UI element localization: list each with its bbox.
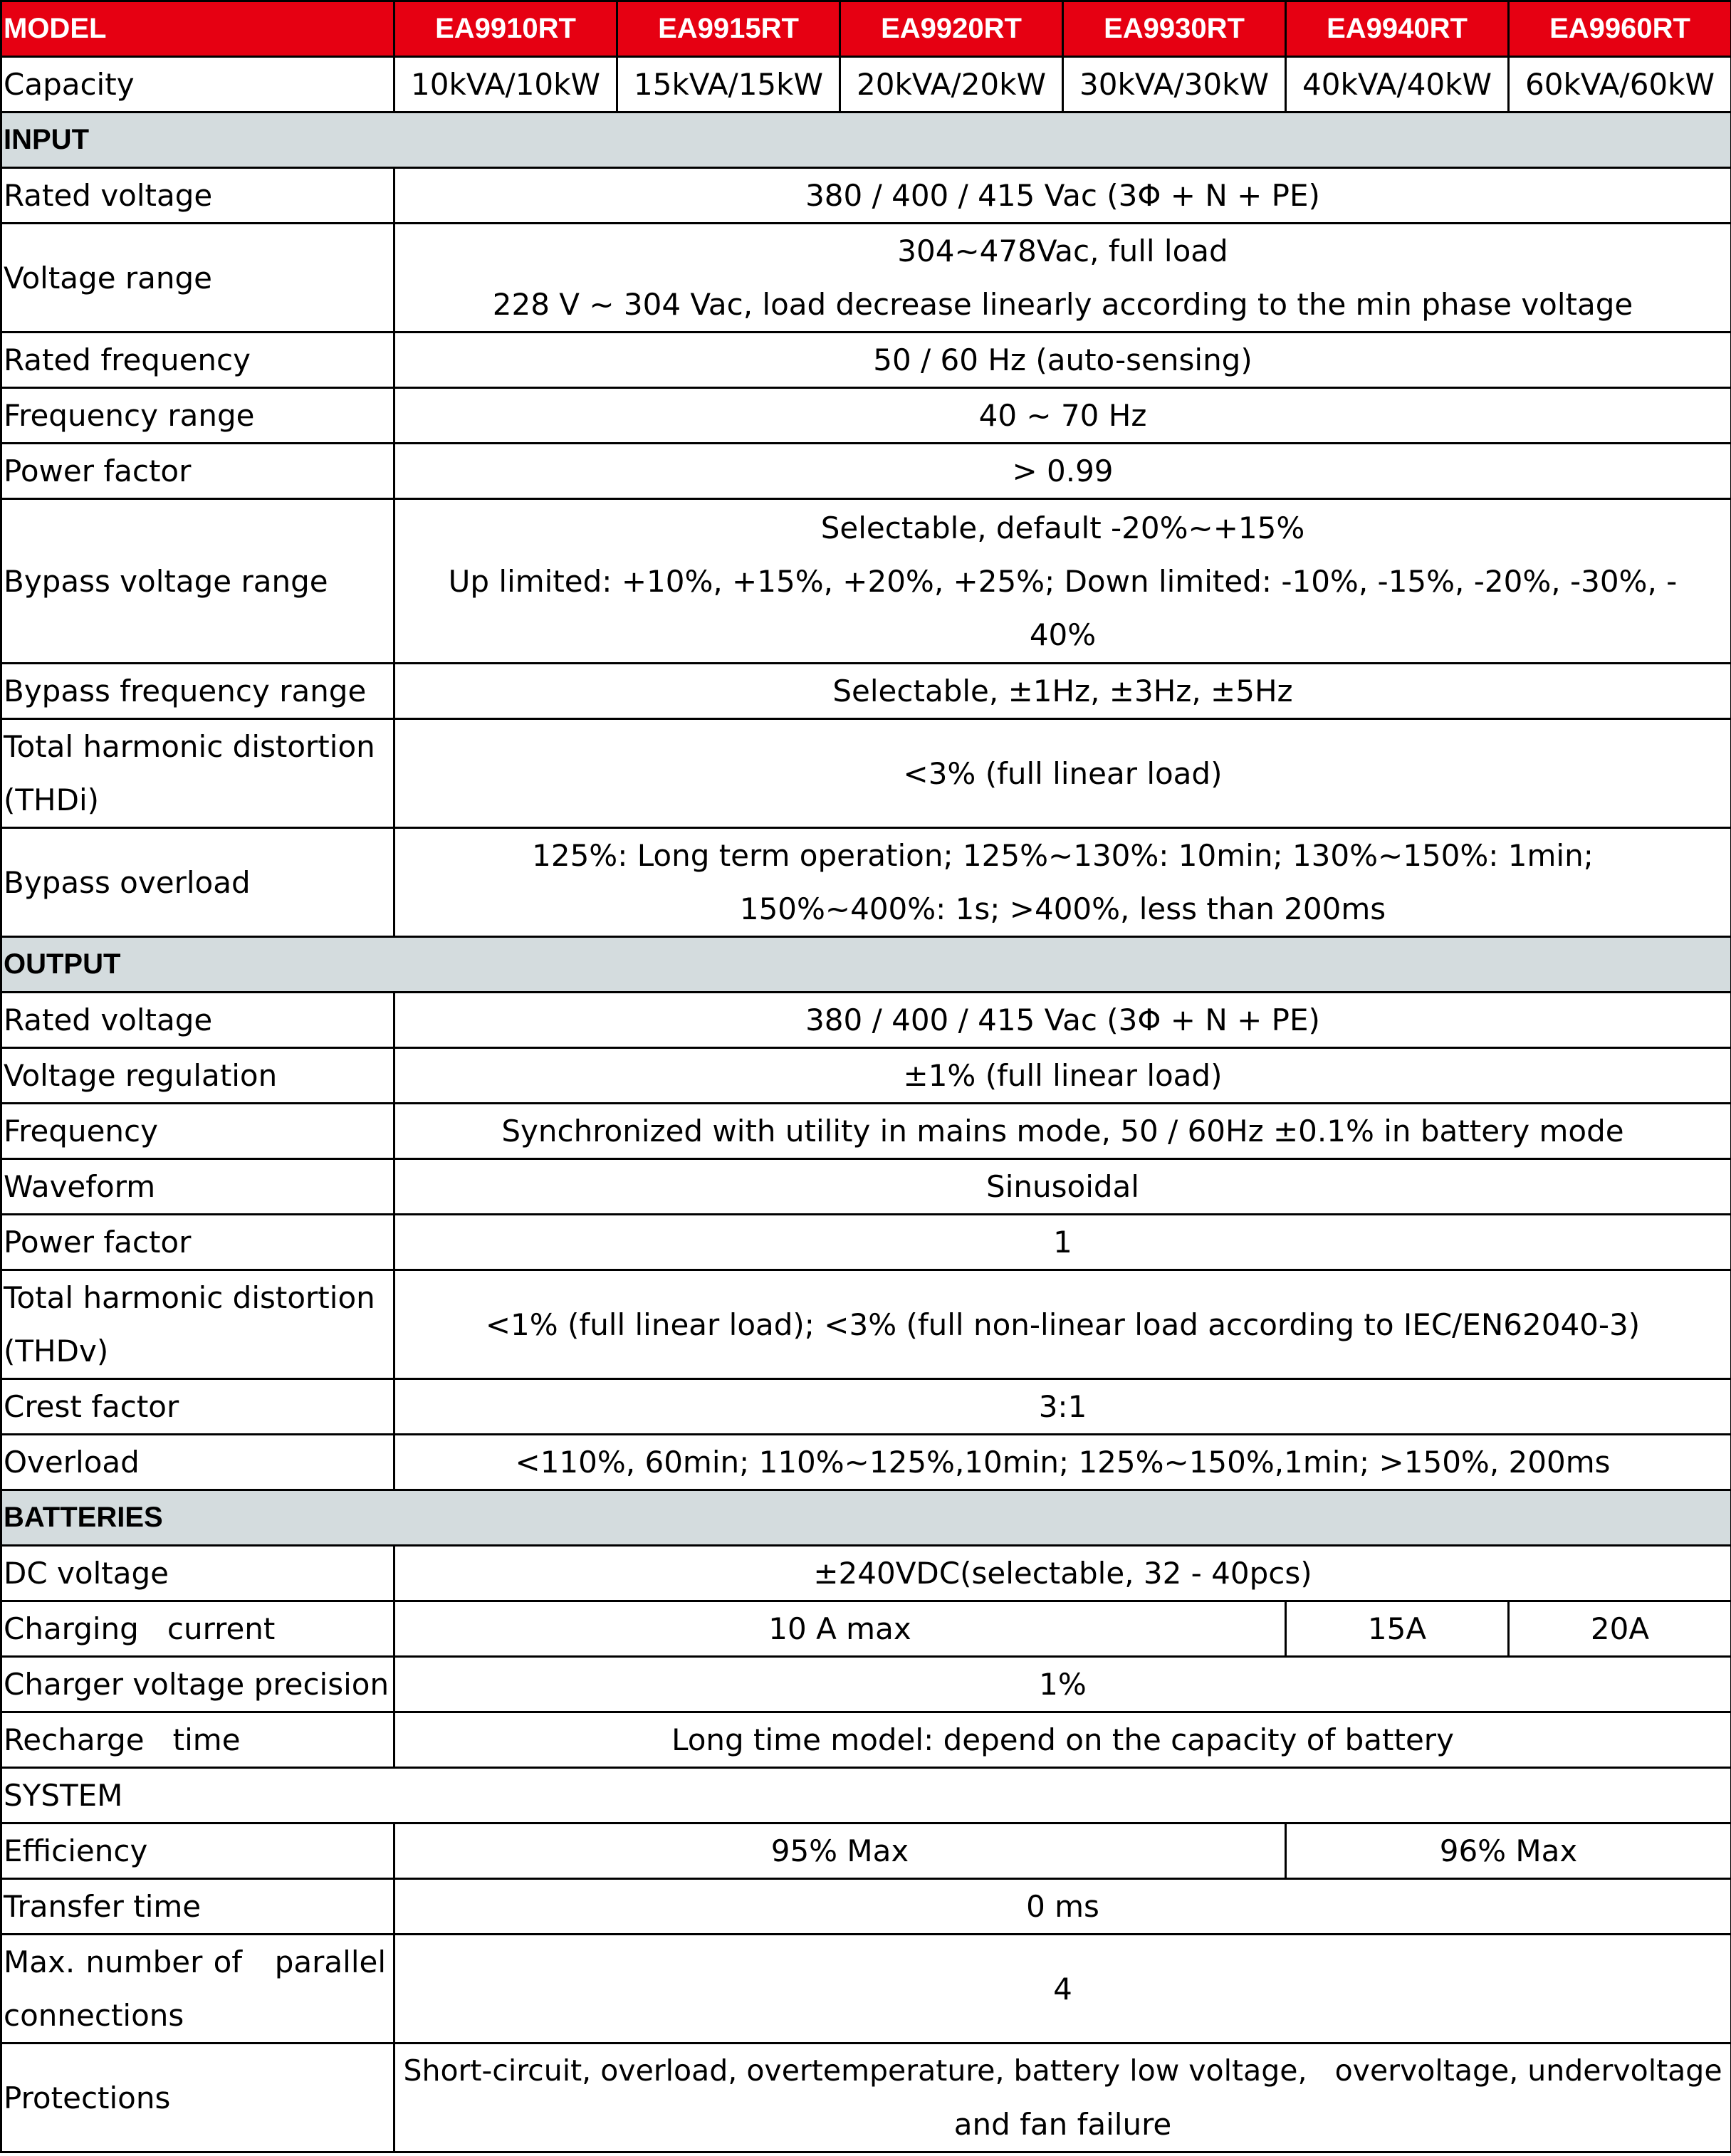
table-row <box>1 168 1731 224</box>
table-row <box>1 444 1731 499</box>
row-label: Rated voltage <box>1 168 394 224</box>
label-line: (THDv) <box>4 1334 109 1369</box>
table-row <box>1 2044 1731 2152</box>
row-label: Frequency <box>1 1104 394 1159</box>
row-value: <110%, 60min; 110%~125%,10min; 125%~150%,1min; >150%, 200ms <box>394 1435 1731 1490</box>
table-row <box>1 499 1731 664</box>
table-row <box>1 1712 1731 1768</box>
row-label <box>1 1935 394 2044</box>
row-label: Charger voltage precision <box>1 1657 394 1712</box>
row-label: Waveform <box>1 1159 394 1215</box>
row-label: Charging current <box>1 1601 394 1657</box>
row-value: > 0.99 <box>394 444 1731 499</box>
row-value: 95% Max <box>394 1823 1286 1879</box>
capacity-value: 60kVA/60kW <box>1509 57 1731 112</box>
label-line: connections <box>4 1998 184 2033</box>
row-label: Transfer time <box>1 1879 394 1935</box>
row-label: Power factor <box>1 1215 394 1270</box>
table-row <box>1 1546 1731 1601</box>
row-label: DC voltage <box>1 1546 394 1601</box>
row-value: Long time model: depend on the capacity of battery <box>394 1712 1731 1768</box>
table-row <box>1 993 1731 1048</box>
row-label: Voltage range <box>1 224 394 333</box>
row-value: 50 / 60 Hz (auto-sensing) <box>394 333 1731 388</box>
row-label: Protections <box>1 2044 394 2152</box>
value-line: Selectable, default -20%~+15% <box>820 510 1305 545</box>
model-ea9920rt: EA9920RT <box>840 1 1063 57</box>
table-row <box>1 1379 1731 1435</box>
section-title: BATTERIES <box>1 1490 1731 1546</box>
row-label: Rated voltage <box>1 993 394 1048</box>
model-ea9930rt: EA9930RT <box>1063 1 1286 57</box>
table-row <box>1 828 1731 937</box>
row-label: Bypass voltage range <box>1 499 394 664</box>
table-row <box>1 664 1731 719</box>
table-row <box>1 1215 1731 1270</box>
table-row <box>1 719 1731 828</box>
table-row <box>1 1270 1731 1379</box>
row-value: 15A <box>1286 1601 1509 1657</box>
capacity-value: 30kVA/30kW <box>1063 57 1286 112</box>
section-title: INPUT <box>1 112 1731 168</box>
value-line: Short-circuit, overload, overtemperature, battery low voltage, overvoltage, undervoltage <box>403 2053 1722 2088</box>
row-label: Crest factor <box>1 1379 394 1435</box>
table-row <box>1 1879 1731 1935</box>
row-value: <3% (full linear load) <box>394 719 1731 828</box>
row-value: 10 A max <box>394 1601 1286 1657</box>
label-line: Total harmonic distortion <box>4 1280 375 1315</box>
header-row <box>1 1 1731 57</box>
row-label: Frequency range <box>1 388 394 444</box>
model-ea9960rt: EA9960RT <box>1509 1 1731 57</box>
row-value: 380 / 400 / 415 Vac (3Φ + N + PE) <box>394 993 1731 1048</box>
section-system <box>1 1768 1731 1823</box>
row-value: 4 <box>394 1935 1731 2044</box>
section-input <box>1 112 1731 168</box>
label-line: (THDi) <box>4 783 100 817</box>
row-value <box>394 828 1731 937</box>
table-row <box>1 388 1731 444</box>
row-label: Recharge time <box>1 1712 394 1768</box>
table-row <box>1 1104 1731 1159</box>
value-line: Up limited: +10%, +15%, +20%, +25%; Down limited: -10%, -15%, -20%, -30%, - <box>448 563 1678 599</box>
row-value: 3:1 <box>394 1379 1731 1435</box>
row-value <box>394 499 1731 664</box>
label-line: Max. number of parallel <box>4 1945 386 1979</box>
model-ea9940rt: EA9940RT <box>1286 1 1509 57</box>
model-header: MODEL <box>1 1 394 57</box>
row-value: 40 ~ 70 Hz <box>394 388 1731 444</box>
row-value: Sinusoidal <box>394 1159 1731 1215</box>
row-label: Bypass frequency range <box>1 664 394 719</box>
label-line: Total harmonic distortion <box>4 729 375 764</box>
row-label: Rated frequency <box>1 333 394 388</box>
row-label <box>1 1270 394 1379</box>
value-line: 150%~400%: 1s; >400%, less than 200ms <box>739 891 1386 926</box>
row-value: 96% Max <box>1286 1823 1731 1879</box>
table-row <box>1 1159 1731 1215</box>
table-row <box>1 333 1731 388</box>
value-line: 125%: Long term operation; 125%~130%: 10min; 130%~150%: 1min; <box>532 838 1594 873</box>
row-label: Bypass overload <box>1 828 394 937</box>
value-line: 304~478Vac, full load <box>897 234 1228 268</box>
capacity-value: 10kVA/10kW <box>394 57 617 112</box>
table-row <box>1 1435 1731 1490</box>
model-ea9915rt: EA9915RT <box>617 1 840 57</box>
section-title: OUTPUT <box>1 937 1731 993</box>
section-output <box>1 937 1731 993</box>
section-title: SYSTEM <box>1 1768 1731 1823</box>
row-value: 380 / 400 / 415 Vac (3Φ + N + PE) <box>394 168 1731 224</box>
table-row <box>1 224 1731 333</box>
row-value: 20A <box>1509 1601 1731 1657</box>
row-value: 0 ms <box>394 1879 1731 1935</box>
row-label: Overload <box>1 1435 394 1490</box>
capacity-value: 40kVA/40kW <box>1286 57 1509 112</box>
value-line: 228 V ~ 304 Vac, load decrease linearly according to the min phase voltage <box>492 287 1633 322</box>
row-value: 1 <box>394 1215 1731 1270</box>
row-value: Selectable, ±1Hz, ±3Hz, ±5Hz <box>394 664 1731 719</box>
row-value: <1% (full linear load); <3% (full non-linear load according to IEC/EN62040-3) <box>394 1270 1731 1379</box>
row-value: 1% <box>394 1657 1731 1712</box>
section-batteries <box>1 1490 1731 1546</box>
capacity-label: Capacity <box>1 57 394 112</box>
capacity-value: 15kVA/15kW <box>617 57 840 112</box>
capacity-row <box>1 57 1731 112</box>
row-value: ±1% (full linear load) <box>394 1048 1731 1104</box>
row-label <box>1 719 394 828</box>
model-ea9910rt: EA9910RT <box>394 1 617 57</box>
row-label: Efficiency <box>1 1823 394 1879</box>
table-row <box>1 1823 1731 1879</box>
row-label: Power factor <box>1 444 394 499</box>
table-row <box>1 1048 1731 1104</box>
row-value <box>394 2044 1731 2152</box>
table-row <box>1 1657 1731 1712</box>
table-row <box>1 1935 1731 2044</box>
capacity-value: 20kVA/20kW <box>840 57 1063 112</box>
value-line: and fan failure <box>953 2107 1172 2142</box>
value-line: 40% <box>1029 617 1097 652</box>
table-row <box>1 1601 1731 1657</box>
row-label: Voltage regulation <box>1 1048 394 1104</box>
row-value <box>394 224 1731 333</box>
row-value: ±240VDC(selectable, 32 - 40pcs) <box>394 1546 1731 1601</box>
row-value: Synchronized with utility in mains mode, 50 / 60Hz ±0.1% in battery mode <box>394 1104 1731 1159</box>
